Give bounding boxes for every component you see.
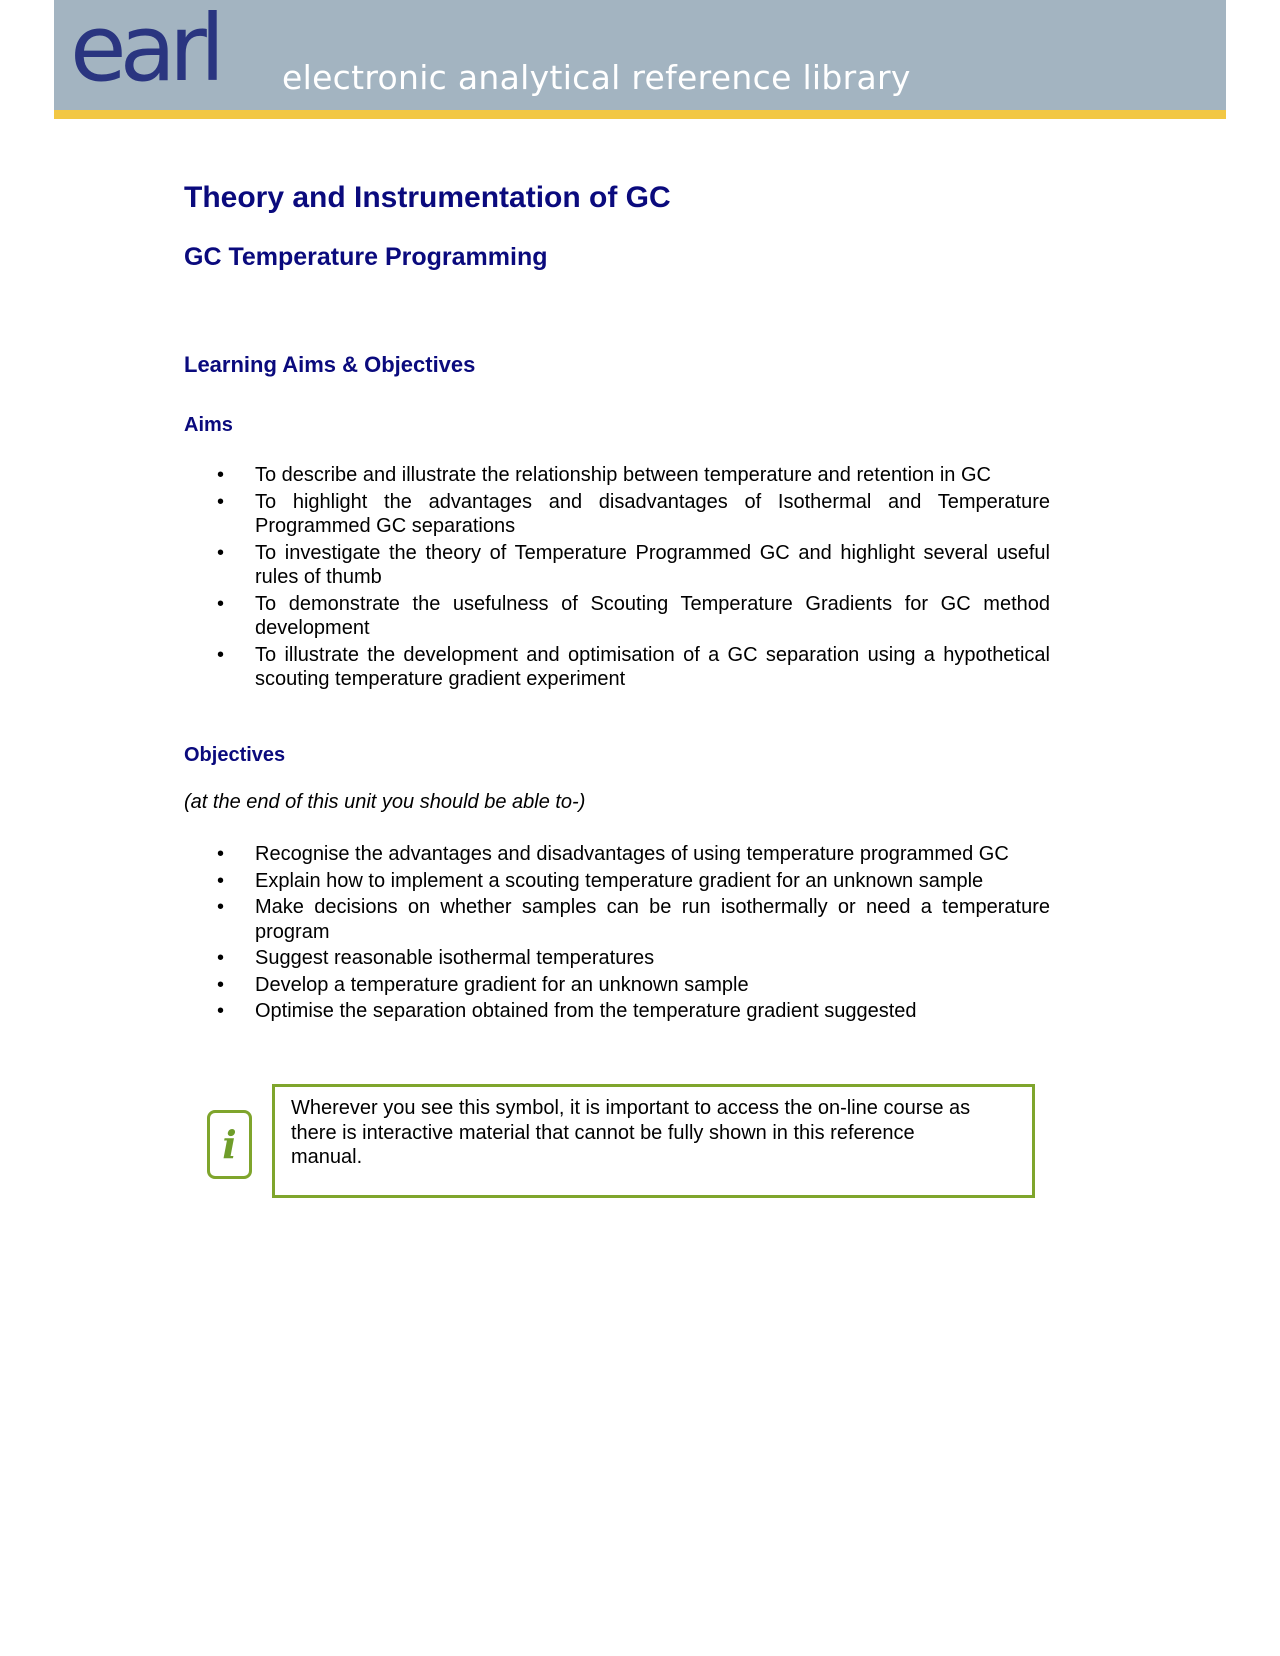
list-item (184, 999, 1050, 1024)
list-item (184, 946, 1050, 971)
bullet-icon: • (217, 869, 225, 892)
bullet-icon: • (217, 896, 225, 918)
bullet-icon: • (217, 490, 225, 513)
list-item (184, 541, 1050, 590)
objective-text: Explain how to implement a scouting temperature gradient for an unknown sample (255, 869, 984, 892)
section-heading: Learning Aims & Objectives (184, 352, 476, 377)
document-title: Theory and Instrumentation of GC (184, 181, 671, 214)
objectives-list (184, 842, 1050, 1026)
objective-text: Make decisions on whether samples can be run isothermally or need a temperature program (255, 896, 1050, 943)
list-item (184, 490, 1050, 539)
list-item (184, 643, 1050, 692)
bullet-icon: • (217, 541, 225, 564)
info-note-box (272, 1084, 1035, 1198)
logo-tagline: electronic analytical reference library (282, 58, 911, 97)
bullet-icon: • (217, 464, 225, 486)
objective-text: Suggest reasonable isothermal temperatures (255, 947, 655, 969)
aim-text: To investigate the theory of Temperature Programmed GC and highlight several useful rules of thumb (255, 541, 1050, 588)
list-item (184, 842, 1050, 867)
aims-list (184, 463, 1050, 694)
bullet-icon: • (217, 592, 225, 615)
earl-logo: earl (70, 0, 219, 102)
objectives-intro: (at the end of this unit you should be able to-) (184, 791, 586, 813)
bullet-icon: • (217, 643, 225, 666)
aims-heading: Aims (184, 414, 233, 436)
info-note-text: Wherever you see this symbol, it is important to access the on-line course as there is interactive material that cannot be fully shown in this reference manual. (291, 1097, 971, 1168)
list-item (184, 592, 1050, 641)
objective-text: Develop a temperature gradient for an unknown sample (255, 973, 749, 996)
info-icon: i (207, 1110, 252, 1179)
objective-text: Recognise the advantages and disadvantages of using temperature programmed GC (255, 843, 1009, 865)
aim-text: To highlight the advantages and disadvantages of Isothermal and Temperature Programmed GC separations (255, 490, 1050, 537)
bullet-icon: • (217, 843, 225, 865)
objective-text: Optimise the separation obtained from the temperature gradient suggested (255, 1000, 917, 1022)
aim-text: To illustrate the development and optimisation of a GC separation using a hypothetical scouting temperature gradient experiment (255, 643, 1050, 690)
aim-text: To describe and illustrate the relationship between temperature and retention in GC (255, 464, 991, 486)
header-banner (54, 0, 1226, 119)
objectives-heading: Objectives (184, 744, 286, 766)
list-item (184, 869, 1050, 894)
list-item (184, 463, 1050, 488)
aim-text: To demonstrate the usefulness of Scouting Temperature Gradients for GC method development (255, 592, 1050, 639)
bullet-icon: • (217, 1000, 225, 1022)
list-item (184, 895, 1050, 944)
list-item (184, 973, 1050, 998)
bullet-icon: • (217, 973, 225, 996)
document-subtitle: GC Temperature Programming (184, 243, 548, 271)
bullet-icon: • (217, 947, 225, 969)
